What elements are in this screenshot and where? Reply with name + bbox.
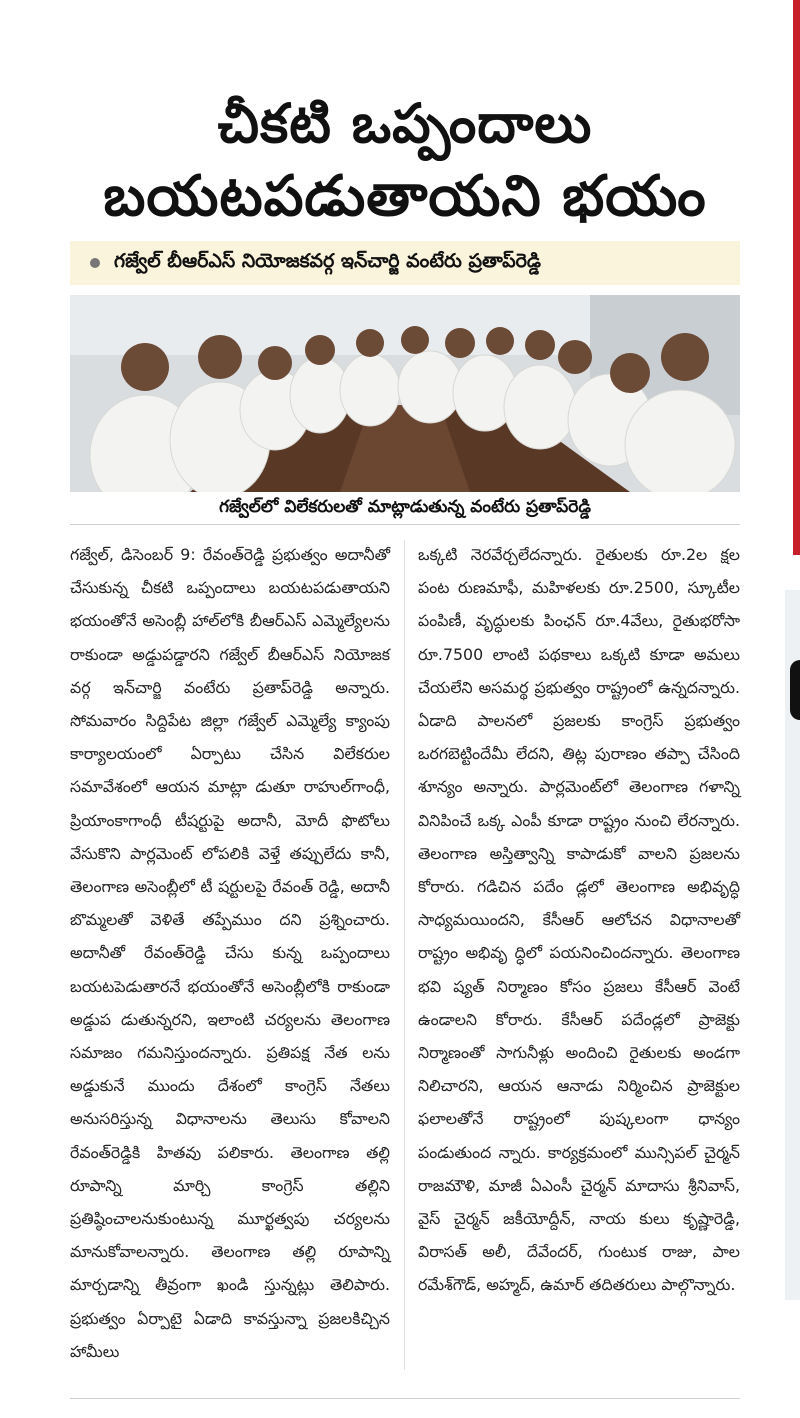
bottom-rule [70, 1398, 740, 1399]
press-meet-photo [70, 295, 740, 492]
bullet-icon [90, 258, 100, 268]
photo-illustration [70, 295, 740, 492]
article-column-right: ఒక్కటి నెరవేర్చలేదన్నారు. రైతులకు రూ.2ల క్షల పంట రుణమాఫీ, మహిళలకు రూ.2500, స్కూటీల పంపిణీ, వృద్ధులకు పింఛన్ రూ.4వేలు, రైతుభరోసా రూ.7500 లాంటి పథకాలు ఒక్కటి కూడా అమలు చేయలేని అసమర్థ ప్రభుత్వం రాష్ట్రంలో ఉన్నదన్నారు. ఏడాది పాలనలో ప్రజలకు కాంగ్రెస్ ప్రభుత్వం ఒరగబెట్టిందేమీ లేదని, తిట్ల పురాణం తప్పా చేసింది శూన్యం అన్నారు. పార్లమెంట్‌లో తెలంగాణ గళాన్ని వినిపించే ఒక్క ఎంపీ కూడా రాష్ట్రం నుంచి లేరన్నారు. తెలంగాణ అస్తిత్వాన్ని కాపాడుకో వాలని ప్రజలను కోరారు. గడిచిన పదేం డ్లలో తెలంగాణ అభివృద్ధి సాధ్యమయిందని, కేసీఆర్ ఆలోచన విధానాలతో రాష్ట్రం అభివృ ద్ధిలో పయనించిందన్నారు. తెలంగాణ భవి ష్యత్ నిర్మాణం కోసం ప్రజలు కేసీఆర్ వెంటే ఉండాలని కోరారు. కేసీఆర్ పదేండ్లలో ప్రాజెక్టు నిర్మాణంతో సాగునీళ్లు అందించి రైతులకు అండగా నిలిచారని, ఆయన ఆనాడు నిర్మించిన ప్రాజెక్టుల ఫలాలతోనే రాష్ట్రంలో పుష్కలంగా ధాన్యం పండుతుంద న్నారు. కార్యక్రమంలో మున్సిపల్ చైర్మన్ రాజమౌళి, మాజీ ఏఎంసీ చైర్మన్ మాదాసు శ్రీనివాస్, వైస్ చైర్మన్ జకీయోద్దీన్, నాయ కులు కృష్ణారెడ్డి, విరాసత్ అలీ, దేవేందర్, గుంటుక రాజు, పాల రమేశ్‌గౌడ్, అహ్మద్, ఉమార్ తదితరులు పాల్గొన్నారు. [418, 545, 740, 1295]
adjacent-page-edge-red [793, 0, 800, 555]
headline-line-1: చీకటి ఒప్పందాలు [217, 92, 593, 155]
subheadline: గజ్వేల్ బీఆర్ఎస్ నియోజకవర్గ ఇన్‌చార్జి వంటేరు ప్రతాప్‌రెడ్డి [114, 249, 541, 272]
headline-line-2: బయటపడుతాయని భయం [103, 164, 707, 229]
photo-caption: గజ్వేల్‌లో విలేకరులతో మాట్లాడుతున్న వంటేరు ప్రతాప్‌రెడ్డి [70, 492, 740, 525]
column-divider [404, 540, 405, 1370]
article-column-left: గజ్వేల్, డిసెంబర్ 9: రేవంత్‌రెడ్డి ప్రభుత్వం అదానీతో చేసుకున్న చీకటి ఒప్పందాలు బయటపడుతాయని భయంతోనే అసెంబ్లీ హాల్‌లోకి బీఆర్ఎస్ ఎమ్మెల్యేలను రాకుండా అడ్డుపడ్డారని గజ్వేల్ బీఆర్ఎస్ నియోజక వర్గ ఇన్‌చార్జి వంటేరు ప్రతాప్‌రెడ్డి అన్నారు. సోమవారం సిద్దిపేట జిల్లా గజ్వేల్ ఎమ్మెల్యే క్యాంపు కార్యాలయంలో ఏర్పాటు చేసిన విలేకరుల సమావేశంలో ఆయన మాట్లా డుతూ రాహుల్‌గాంధీ, ప్రియాంకాగాంధీ టీషర్టుపై అదానీ, మోదీ ఫొటోలు వేసుకొని పార్లమెంట్ లోపలికి వెళ్తే తప్పులేదు కానీ, తెలంగాణ అసెంబ్లీలో టీ షర్టులపై రేవంత్ రెడ్డి, అదానీ బొమ్మలతో వెళితే తప్పేముం దని ప్రశ్నించారు. అదానీతో రేవంత్‌రెడ్డి చేసు కున్న ఒప్పందాలు బయటపెడుతారనే భయంతోనే అసెంబ్లీలోకి రాకుండా అడ్డుప డుతున్నరని, ఇలాంటి చర్యలను తెలంగాణ సమాజం గమనిస్తుందన్నారు. ప్రతిపక్ష నేత లను అడ్డుకునే ముందు దేశంలో కాంగ్రెస్ నేతలు అనుసరిస్తున్న విధానాలను తెలుసు కోవాలని రేవంత్‌రెడ్డికి హితవు పలికారు. తెలంగాణ తల్లి రూపాన్ని మార్చి కాంగ్రెస్ తల్లిని ప్రతిష్ఠించాలనుకుంటున్న మూర్ఖత్వపు చర్యలను మానుకోవాలన్నారు. తెలంగాణ తల్లి రూపాన్ని మార్చడాన్ని తీవ్రంగా ఖండి స్తున్నట్లు తెలిపారు. ప్రభుత్వం ఏర్పాటై ఏడాది కావస్తున్నా ప్రజలకిచ్చిన హామీలు [70, 545, 390, 1361]
subheadline-box [70, 241, 740, 285]
adjacent-page-mark [790, 660, 800, 720]
